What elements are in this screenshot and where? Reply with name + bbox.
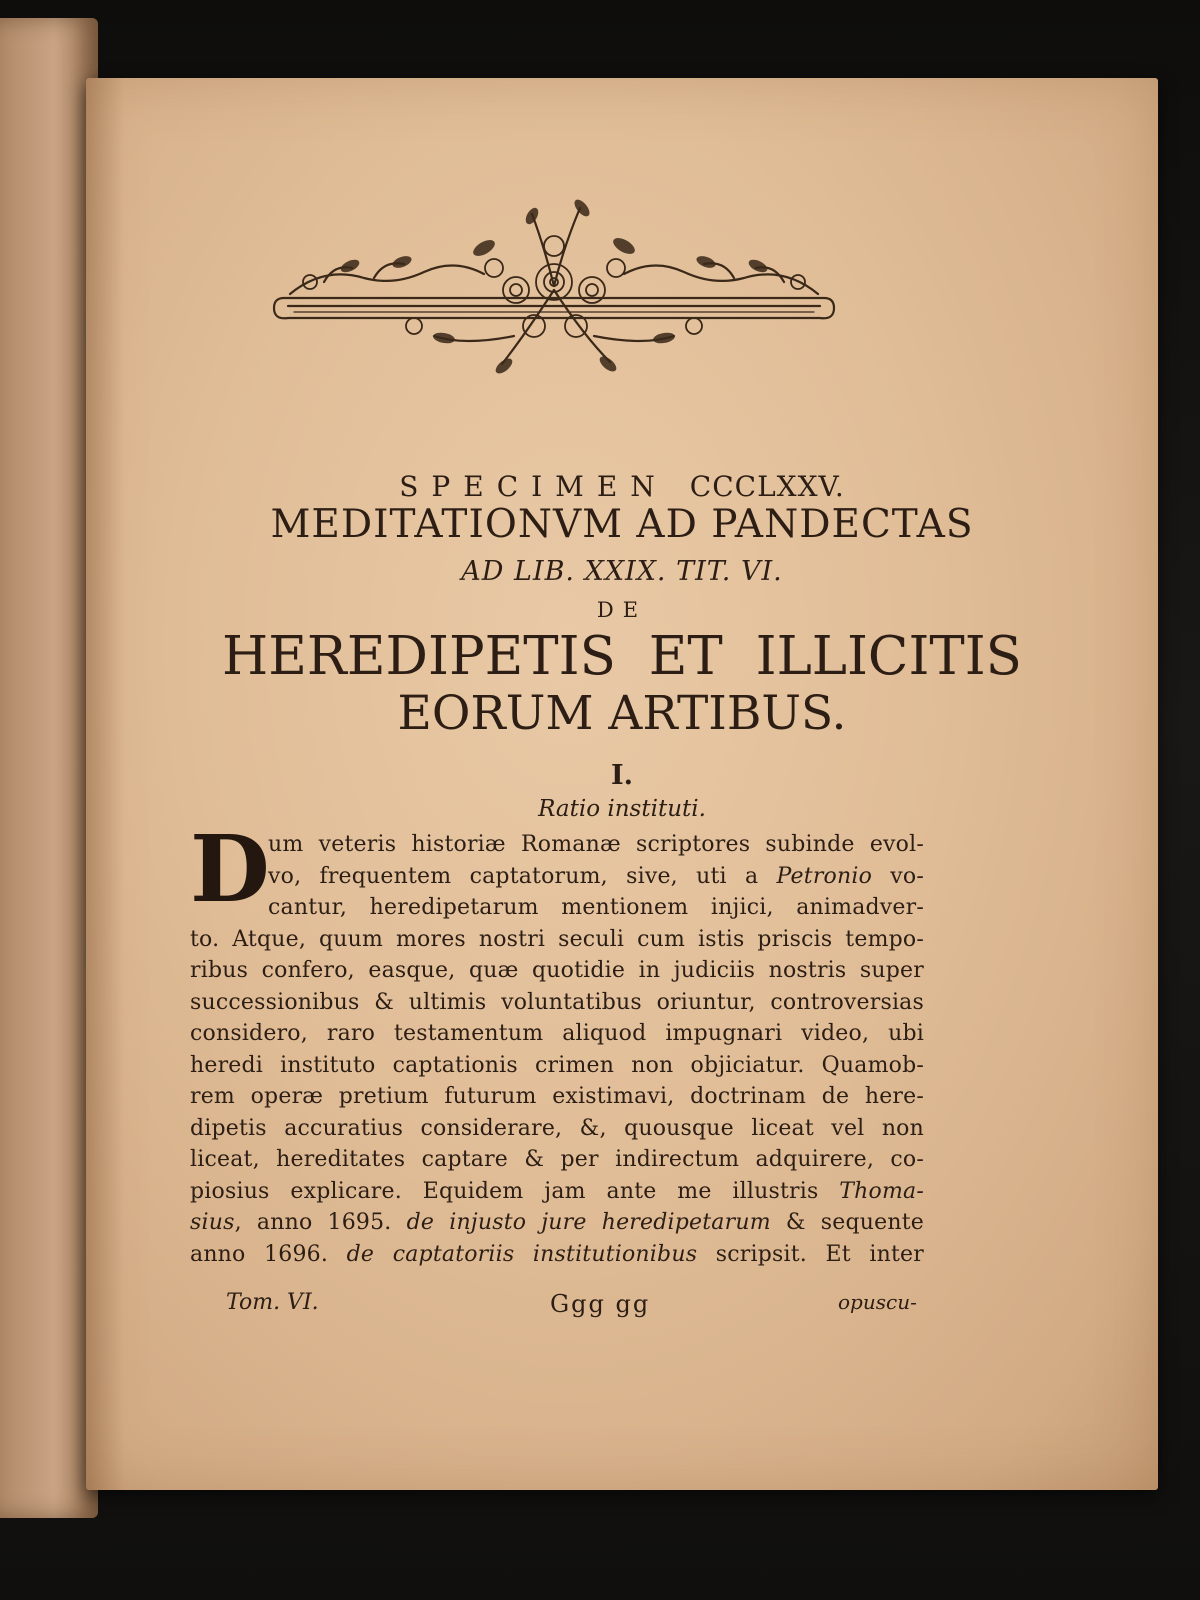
body-line-segment: , anno 1695. [234, 1210, 407, 1235]
body-line-segment: Petronio [776, 863, 873, 889]
body-line [190, 1145, 924, 1175]
catchword: opuscu- [838, 1290, 917, 1314]
body-line [190, 1019, 924, 1049]
body-line-segment: liceat, hereditates captare & per indirectum adquirere, co- [190, 1147, 924, 1172]
body-line [190, 1082, 924, 1112]
body-line-segment: rem operæ pretium futurum existimavi, doctrinam de here- [190, 1084, 924, 1109]
body-line [190, 1240, 924, 1270]
reference-line: AD LIB. XXIX. TIT. VI. [461, 556, 783, 587]
body-line-segment: ribus confero, easque, quæ quotidie in judiciis nostris super [190, 958, 924, 983]
body-line [268, 862, 924, 892]
body-line-segment: um veteris historiæ Romanæ scriptores subinde evol- [268, 832, 924, 857]
main-title-line-2: EORUM ARTIBUS. [397, 686, 847, 741]
book-page [86, 78, 1158, 1490]
body-line [190, 956, 924, 986]
specimen-label: SPECIMEN [399, 470, 668, 503]
body-line [190, 1208, 924, 1238]
body-line-segment: heredi instituto captationis crimen non objiciatur. Quamob- [190, 1052, 924, 1078]
body-line-segment: piosius explicare. Equidem jam ante me illustris [190, 1178, 840, 1204]
body-line [190, 1051, 924, 1081]
body-line-segment: vo- [872, 863, 924, 889]
body-line-segment: vo, frequentem captatorum, sive, uti a [268, 863, 777, 889]
floral-headpiece-ornament [264, 186, 844, 396]
body-line-segment: cantur, heredipetarum mentionem injici, animadver- [268, 895, 924, 920]
specimen-number: CCCLXXV. [689, 470, 845, 503]
body-line-segment: to. Atque, quum mores nostri seculi cum istis priscis tempo- [190, 926, 924, 952]
volume-label: Tom. VI. [226, 1290, 319, 1315]
body-line [190, 1177, 924, 1207]
section-number: I. [610, 760, 634, 791]
body-line-segment: de captatoriis institutionibus [346, 1241, 698, 1267]
specimen-heading [86, 470, 1158, 503]
body-line [190, 925, 924, 955]
drop-cap: D [190, 815, 270, 923]
body-line [190, 1114, 924, 1144]
body-line-segment: anno 1696. [190, 1241, 347, 1267]
body-line-segment: de injusto jure heredipetarum [406, 1210, 771, 1235]
body-line-segment: & sequente [770, 1210, 924, 1235]
left-page-edge [0, 18, 98, 1518]
signature-mark: Ggg gg [550, 1290, 651, 1318]
body-line-segment: scripsit. Et inter [697, 1241, 924, 1267]
de-label: DE [596, 598, 648, 622]
body-line-segment: considero, raro testamentum aliquod impugnari video, ubi [190, 1021, 924, 1046]
body-line [268, 830, 924, 860]
body-line-segment: dipetis accuratius considerare, &, quousque liceat vel non [190, 1115, 924, 1141]
body-line-segment: successionibus & ultimis voluntatibus oriuntur, controversias [190, 989, 924, 1015]
series-title: MEDITATIONVM AD PANDECTAS [270, 502, 974, 547]
body-line [190, 988, 924, 1018]
body-line [268, 893, 924, 923]
main-title-line-1: HEREDIPETIS ET ILLICITIS [222, 626, 1022, 687]
body-line-segment: sius [190, 1210, 235, 1235]
section-title: Ratio instituti. [538, 796, 706, 822]
body-line-segment: Thoma- [839, 1178, 924, 1204]
